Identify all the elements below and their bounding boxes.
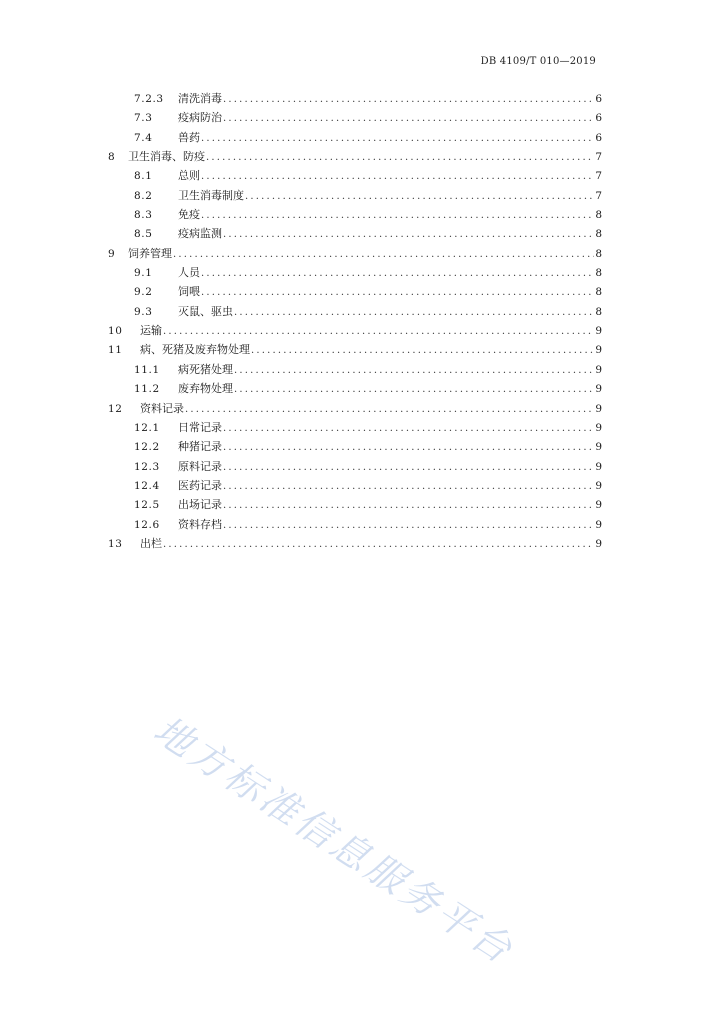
toc-dot-leader [163, 535, 594, 554]
toc-entry-title: 卫生消毒、防疫 [128, 150, 205, 164]
toc-dot-leader [223, 90, 594, 109]
toc-entry-title: 饲养管理 [128, 246, 172, 260]
toc-entry-number: 10 [108, 325, 123, 338]
toc-entry-number: 8.2 [134, 189, 153, 202]
toc-entry-number: 12.3 [134, 460, 160, 473]
toc-entry[interactable] [108, 205, 602, 224]
toc-entry-page: 9 [595, 325, 602, 338]
table-of-contents [108, 89, 602, 553]
toc-entry-number: 8 [108, 151, 116, 164]
toc-entry[interactable] [108, 166, 602, 185]
toc-entry-title: 兽药 [178, 130, 200, 144]
toc-entry[interactable] [108, 302, 602, 321]
toc-entry-number: 12.1 [134, 421, 160, 434]
toc-entry-page: 9 [595, 537, 602, 550]
toc-entry-title: 疫病监测 [178, 227, 222, 241]
toc-dot-leader [223, 419, 594, 438]
toc-entry-page: 8 [595, 286, 602, 299]
toc-entry-page: 9 [595, 479, 602, 492]
toc-entry-number: 9.3 [134, 305, 153, 318]
toc-entry[interactable] [108, 399, 602, 418]
toc-entry-page: 6 [595, 93, 602, 105]
toc-entry-title: 人员 [178, 266, 200, 280]
toc-entry-number: 12.5 [134, 499, 160, 512]
toc-dot-leader [251, 341, 594, 360]
toc-entry[interactable] [108, 515, 602, 534]
toc-entry-title: 灭鼠、驱虫 [178, 304, 233, 318]
toc-entry-title: 病死猪处理 [178, 362, 233, 376]
toc-entry-title: 医药记录 [178, 478, 222, 492]
toc-entry-number: 12.6 [134, 518, 160, 531]
toc-entry-title: 种猪记录 [178, 440, 222, 454]
toc-entry-page: 8 [595, 209, 602, 222]
toc-dot-leader [223, 458, 594, 477]
toc-entry[interactable] [108, 263, 602, 282]
toc-entry[interactable] [108, 457, 602, 476]
toc-dot-leader [223, 516, 594, 535]
toc-dot-leader [245, 187, 594, 206]
toc-entry[interactable] [108, 108, 602, 127]
toc-entry-title: 免疫 [178, 208, 200, 222]
toc-entry[interactable] [108, 147, 602, 166]
watermark: 地方标准信息服务平台 [146, 707, 523, 974]
toc-entry-page: 9 [595, 441, 602, 454]
toc-entry-number: 7.2.3 [134, 93, 164, 105]
toc-entry-page: 8 [595, 247, 602, 260]
toc-entry-title: 疫病防治 [178, 111, 222, 125]
toc-dot-leader [201, 167, 594, 186]
toc-entry-title: 运输 [140, 324, 162, 338]
toc-entry-number: 12 [108, 402, 123, 415]
toc-entry-title: 总则 [178, 169, 200, 183]
toc-dot-leader [223, 477, 594, 496]
toc-entry-title: 废弃物处理 [178, 382, 233, 396]
toc-entry-number: 9.2 [134, 286, 153, 299]
toc-dot-leader [223, 438, 594, 457]
toc-dot-leader [234, 361, 594, 380]
toc-entry[interactable] [108, 282, 602, 301]
toc-entry-number: 12.4 [134, 479, 160, 492]
toc-entry-number: 12.2 [134, 441, 160, 454]
toc-entry-title: 卫生消毒制度 [178, 188, 244, 202]
toc-entry[interactable] [108, 495, 602, 514]
toc-dot-leader [206, 148, 594, 167]
toc-entry-title: 出栏 [140, 536, 162, 550]
toc-entry-page: 9 [595, 363, 602, 376]
toc-entry-page: 7 [595, 189, 602, 202]
toc-entry-number: 7.3 [134, 112, 153, 125]
toc-entry-page: 8 [595, 267, 602, 280]
toc-entry-page: 8 [595, 305, 602, 318]
toc-entry-page: 7 [595, 170, 602, 183]
toc-entry-page: 9 [595, 383, 602, 396]
toc-entry-number: 11 [108, 344, 123, 357]
toc-entry[interactable] [108, 340, 602, 359]
toc-entry-page: 9 [595, 499, 602, 512]
toc-entry-title: 病、死猪及废弃物处理 [140, 343, 250, 357]
toc-entry-title: 资料存档 [178, 517, 222, 531]
toc-entry-title: 清洗消毒 [178, 92, 222, 105]
toc-entry-title: 资料记录 [140, 401, 184, 415]
toc-entry-page: 9 [595, 518, 602, 531]
toc-entry-title: 饲喂 [178, 285, 200, 299]
toc-entry[interactable] [108, 321, 602, 340]
document-code: DB 4109/T 010—2019 [480, 56, 596, 67]
toc-entry-page: 6 [595, 131, 602, 144]
toc-entry[interactable] [108, 224, 602, 243]
toc-dot-leader [223, 109, 594, 128]
toc-entry-title: 原料记录 [178, 459, 222, 473]
toc-entry-page: 9 [595, 460, 602, 473]
toc-entry-number: 8.1 [134, 170, 153, 183]
toc-entry-number: 11.2 [134, 383, 160, 396]
toc-entry[interactable] [108, 534, 602, 553]
toc-dot-leader [201, 264, 594, 283]
toc-entry[interactable] [108, 418, 602, 437]
toc-dot-leader [163, 322, 594, 341]
toc-dot-leader [173, 245, 594, 264]
toc-entry-number: 9.1 [134, 267, 153, 280]
toc-entry-page: 9 [595, 402, 602, 415]
toc-entry-title: 日常记录 [178, 420, 222, 434]
toc-entry-number: 7.4 [134, 131, 153, 144]
toc-entry[interactable] [108, 437, 602, 456]
toc-dot-leader [201, 129, 594, 148]
toc-entry-number: 9 [108, 247, 116, 260]
toc-dot-leader [201, 283, 594, 302]
toc-entry[interactable] [108, 476, 602, 495]
toc-dot-leader [234, 303, 594, 322]
toc-dot-leader [223, 225, 594, 244]
toc-dot-leader [223, 496, 594, 515]
toc-entry[interactable] [108, 244, 602, 263]
toc-entry-number: 13 [108, 537, 123, 550]
toc-entry-page: 9 [595, 344, 602, 357]
toc-entry[interactable] [108, 89, 602, 108]
toc-dot-leader [185, 400, 594, 419]
toc-entry[interactable] [108, 379, 602, 398]
toc-entry-page: 7 [595, 151, 602, 164]
toc-dot-leader [234, 380, 594, 399]
toc-entry[interactable] [108, 128, 602, 147]
toc-entry-page: 9 [595, 421, 602, 434]
toc-entry-number: 8.5 [134, 228, 153, 241]
toc-entry-page: 6 [595, 112, 602, 125]
toc-entry-title: 出场记录 [178, 498, 222, 512]
toc-entry-page: 8 [595, 228, 602, 241]
toc-dot-leader [201, 206, 594, 225]
toc-entry[interactable] [108, 186, 602, 205]
toc-entry-number: 11.1 [134, 363, 160, 376]
toc-entry-number: 8.3 [134, 209, 153, 222]
toc-entry[interactable] [108, 360, 602, 379]
